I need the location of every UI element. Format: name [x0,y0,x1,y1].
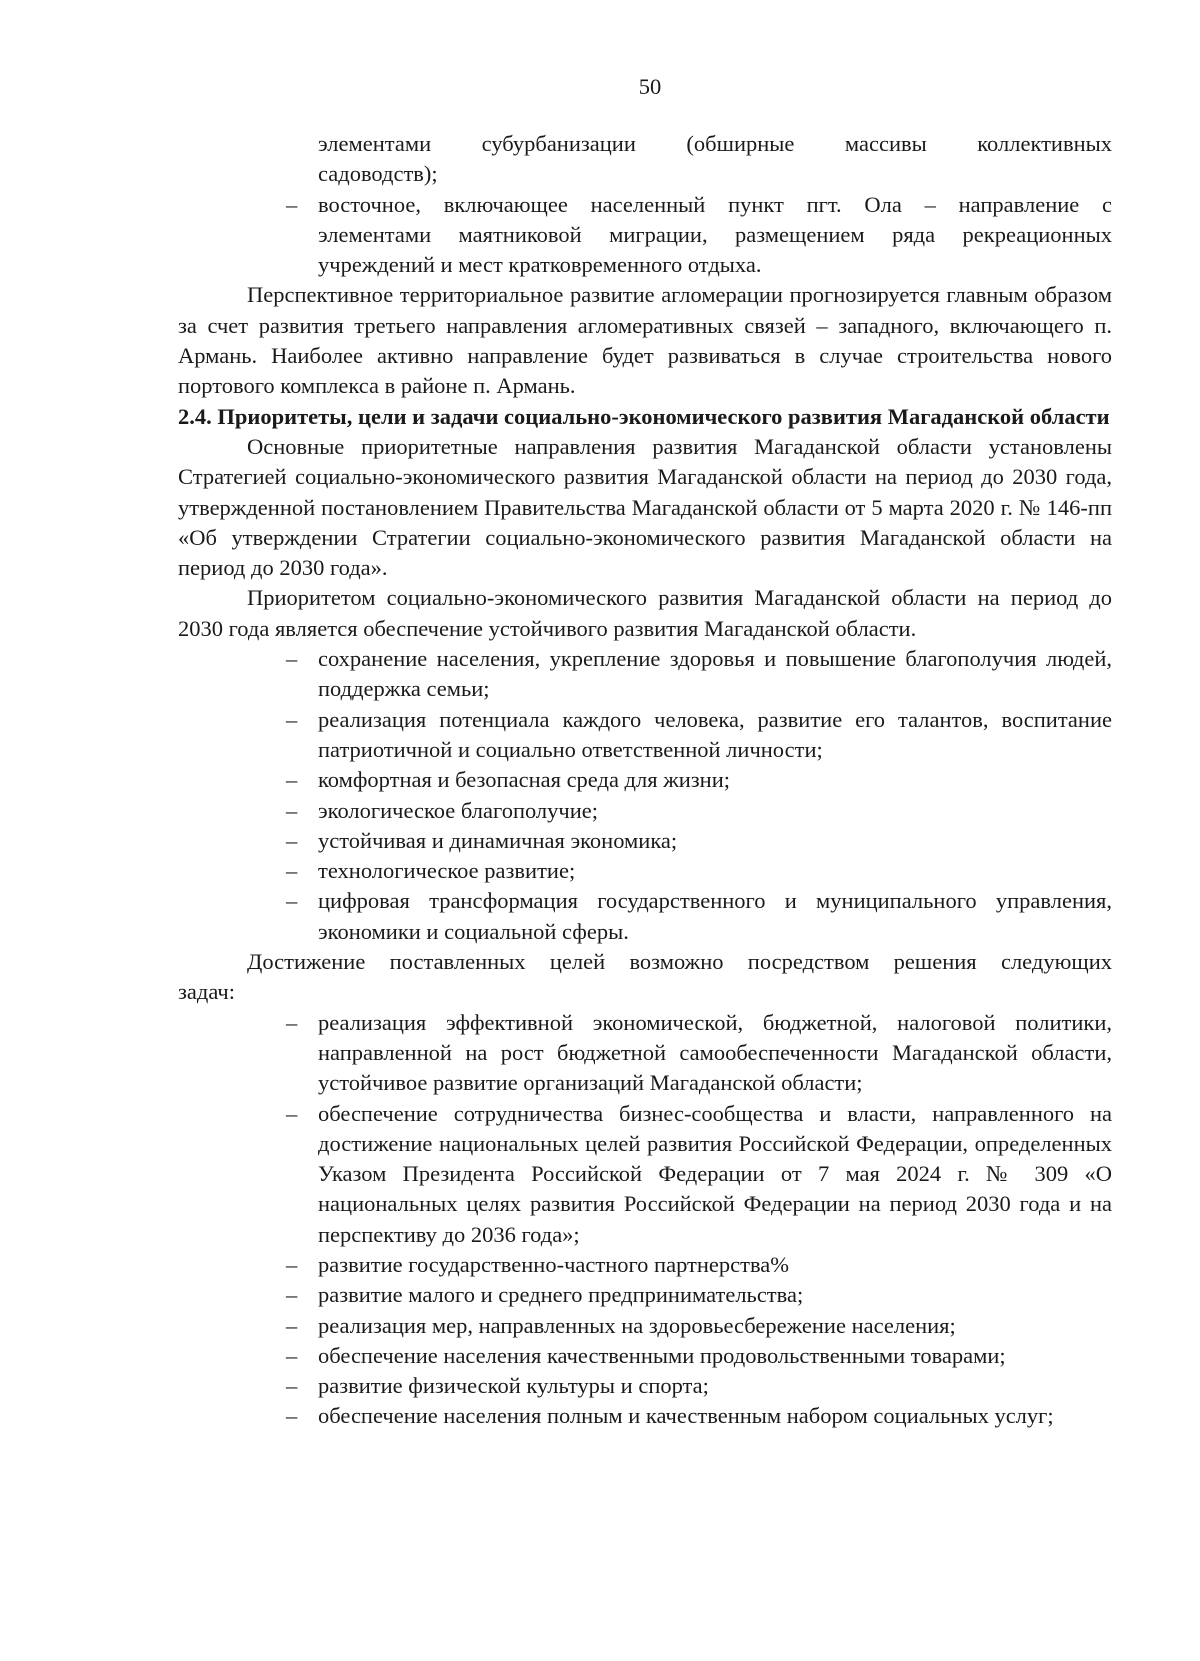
list-item [178,1008,1112,1099]
dash-bullet: – [286,1373,298,1399]
dash-bullet: – [286,797,298,823]
paragraph: Перспективное территориальное развитие агломерации прогнозируется главным образом за счет развития третьего направления агломеративных связей – западного, включающего п. Армань. Наиболее активно направление будет развиваться в случае строительства нового портового комплекса в районе п. Армань. [178,282,1112,399]
dash-bullet: – [286,1009,298,1035]
dash-bullet: – [286,888,298,914]
dash-bullet: – [286,1342,298,1368]
paragraph: садоводств); [318,161,438,187]
dash-bullet: – [286,1312,298,1338]
list-item-text: учреждений и мест кратковременного отдыха. [318,252,762,278]
list-item [178,1341,1112,1371]
list-item [178,826,1112,856]
list-item-text: развитие государственно-частного партнерства% [318,1251,790,1277]
section-heading: 2.4. Приоритеты, цели и задачи социально-экономического развития Магаданской области [178,403,1110,429]
dash-bullet: – [286,646,298,672]
list-item [178,1250,1112,1280]
list-item [178,1401,1112,1431]
list-item-text: восточное, включающее населенный пункт пгт. Ола – направление с [318,191,1112,217]
list-item [178,644,1112,705]
paragraph: Основные приоритетные направления развития Магаданской области установлены Стратегией социально-экономического развития Магаданской области на период до 2030 года, утвержденной постановлением Правительства Магаданской области от 5 марта 2020 г. № 146-пп «Об утверждении Стратегии социально-экономического развития Магаданской области на период до 2030 года». [178,433,1112,581]
list-item [178,190,1112,281]
dash-bullet: – [286,767,298,793]
list-item-text: элементами маятниковой миграции, размещением ряда рекреационных [318,221,1112,247]
list-item-text: экологическое благополучие; [318,797,599,823]
list-item [178,796,1112,826]
document-body [178,129,1112,1432]
list-item [178,1371,1112,1401]
paragraph: Достижение поставленных целей возможно посредством решения следующих [247,949,1112,975]
list-item [178,886,1112,947]
list-item-text: устойчивая и динамичная экономика; [318,827,678,853]
list-item-text: комфортная и безопасная среда для жизни; [318,767,731,793]
list-item-text: обеспечение населения полным и качественным набором социальных услуг; [318,1403,1054,1429]
page-number: 50 [638,74,662,99]
list-item [178,765,1112,795]
dash-bullet: – [286,1251,298,1277]
list-item-text: реализация мер, направленных на здоровьесбережение населения; [318,1312,956,1338]
dash-bullet: – [286,191,298,217]
list-item [178,856,1112,886]
list-item [178,1311,1112,1341]
list-item [178,1280,1112,1310]
list-item [178,705,1112,766]
dash-bullet: – [286,1100,298,1126]
list-item-text: цифровая трансформация государственного и муниципального управления, экономики и социальной сферы. [318,888,1112,944]
list-item-text: реализация эффективной экономической, бюджетной, налоговой политики, направленной на рост бюджетной самообеспеченности Магаданской области, устойчивое развитие организаций Магаданской области; [318,1009,1112,1096]
list-item-text: технологическое развитие; [318,858,576,884]
dash-bullet: – [286,858,298,884]
dash-bullet: – [286,706,298,732]
list-item-text: обеспечение населения качественными продовольственными товарами; [318,1342,1006,1368]
list-item [178,1099,1112,1250]
list-item-text: реализация потенциала каждого человека, развитие его талантов, воспитание патриотичной и социально ответственной личности; [318,706,1112,762]
paragraph: Приоритетом социально-экономического развития Магаданской области на период до 2030 года является обеспечение устойчивого развития Магаданской области. [178,585,1112,641]
paragraph: задач: [178,979,235,1005]
dash-bullet: – [286,1282,298,1308]
list-item-text: развитие малого и среднего предпринимательства; [318,1282,804,1308]
list-item-text: обеспечение сотрудничества бизнес-сообщества и власти, направленного на достижение национальных целей развития Российской Федерации, определенных Указом Президента Российской Федерации от 7 мая 2024 г. № 309 «О национальных целях развития Российской Федерации на период 2030 года и на перспективу до 2036 года»; [318,1100,1112,1247]
list-item-text: развитие физической культуры и спорта; [318,1373,709,1399]
paragraph: элементами субурбанизации (обширные массивы коллективных [318,131,1112,156]
dash-bullet: – [286,827,298,853]
list-item-text: сохранение населения, укрепление здоровья и повышение благополучия людей, поддержка семьи; [318,646,1112,702]
dash-bullet: – [286,1403,298,1429]
